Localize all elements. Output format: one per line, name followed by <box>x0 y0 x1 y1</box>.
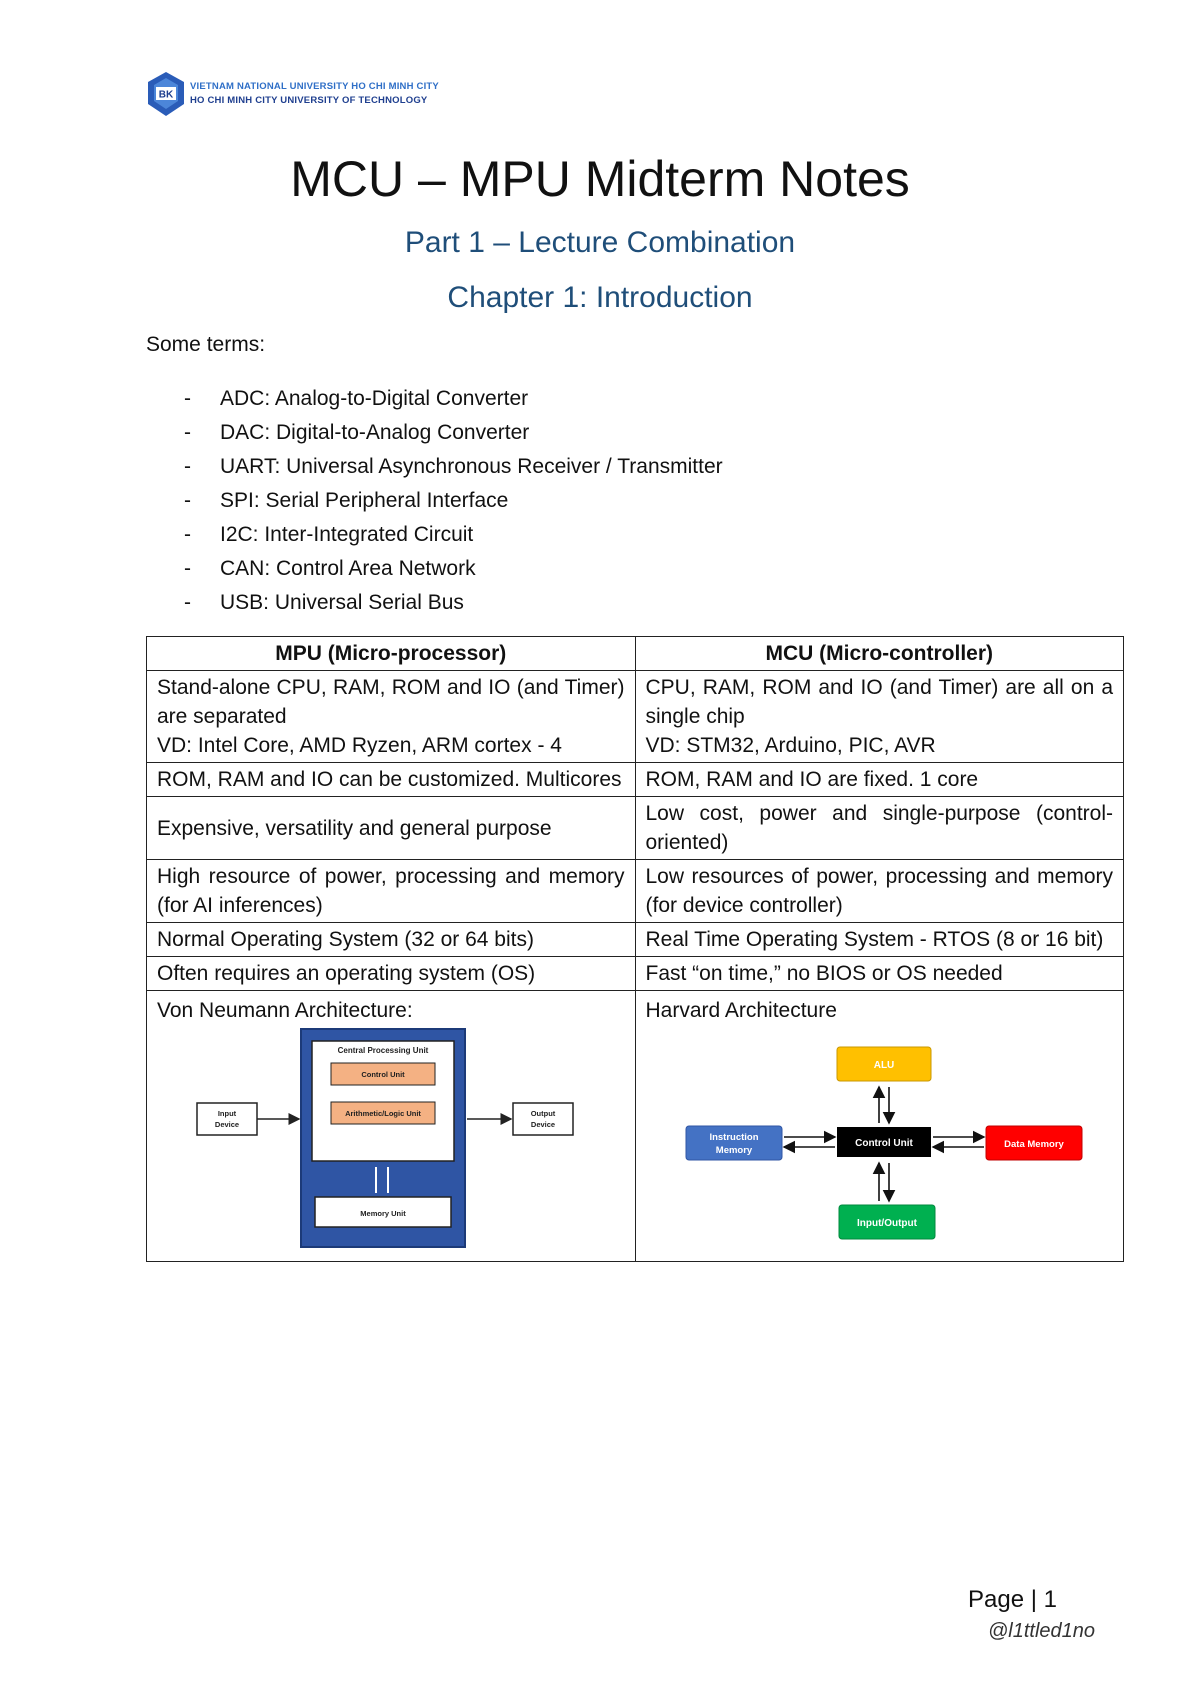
table-row <box>147 860 1124 923</box>
table-row <box>147 923 1124 957</box>
mpu-cell: Stand-alone CPU, RAM, ROM and IO (and Timer) are separated VD: Intel Core, AMD Ryzen, ARM cortex - 4 <box>147 671 636 763</box>
terms-label: Some terms: <box>146 333 266 356</box>
alu-label: Arithmetic/Logic Unit <box>345 1108 421 1118</box>
mcu-cell: ROM, RAM and IO are fixed. 1 core <box>635 763 1124 797</box>
author-handle: @l1ttled1no <box>988 1620 1096 1642</box>
mpu-cell: ROM, RAM and IO can be customized. Multicores <box>147 763 636 797</box>
list-item: - DAC: Digital-to-Analog Converter <box>146 416 723 450</box>
table-row <box>147 671 1124 763</box>
mcu-cell: Low resources of power, processing and memory (for device controller) <box>635 860 1124 923</box>
comparison-table <box>146 636 1124 1262</box>
part-title: Part 1 – Lecture Combination <box>404 226 796 259</box>
input-device-label-2: Device <box>214 1119 240 1129</box>
bullet-dash: - <box>184 455 191 478</box>
list-item: - ADC: Analog-to-Digital Converter <box>146 382 723 416</box>
bullet-dash: - <box>184 421 191 444</box>
bullet-dash: - <box>184 387 191 410</box>
output-device-label-2: Device <box>530 1119 556 1129</box>
instruction-memory-label-1: Instruction <box>708 1131 759 1143</box>
table-row <box>147 991 1124 1262</box>
list-item: - USB: Universal Serial Bus <box>146 586 723 620</box>
mcu-cell: Fast “on time,” no BIOS or OS needed <box>635 957 1124 991</box>
von-neumann-diagram <box>157 1025 623 1257</box>
data-memory-label: Data Memory <box>1003 1138 1064 1150</box>
io-label: Input/Output <box>856 1217 917 1229</box>
cpu-label: Central Processing Unit <box>337 1045 429 1055</box>
mcu-cell: Real Time Operating System - RTOS (8 or 16 bit) <box>635 923 1124 957</box>
chapter-title: Chapter 1: Introduction <box>447 281 753 314</box>
bullet-dash: - <box>184 557 191 580</box>
table-row <box>147 797 1124 860</box>
mcu-diagram-cell <box>635 991 1124 1262</box>
control-unit-label: Control Unit <box>361 1069 405 1079</box>
input-device-label-1: Input <box>217 1108 237 1118</box>
output-device-label-1: Output <box>530 1108 556 1118</box>
header-mcu: MCU (Micro-controller) <box>635 637 1124 671</box>
mpu-diagram-cell <box>147 991 636 1262</box>
harvard-label: Harvard Architecture <box>645 998 837 1022</box>
bullet-dash: - <box>184 591 191 614</box>
input-device-box <box>197 1103 257 1135</box>
bullet-dash: - <box>184 489 191 512</box>
list-item: - SPI: Serial Peripheral Interface <box>146 484 723 518</box>
output-device-box <box>513 1103 573 1135</box>
mpu-cell: Expensive, versatility and general purpose <box>147 797 636 860</box>
cpu-box <box>312 1041 454 1161</box>
list-item: - I2C: Inter-Integrated Circuit <box>146 518 723 552</box>
von-neumann-label: Von Neumann Architecture: <box>157 998 413 1022</box>
bk-logo-icon <box>146 70 186 118</box>
university-logo <box>146 70 446 120</box>
mpu-cell: High resource of power, processing and memory (for AI inferences) <box>147 860 636 923</box>
memory-unit-label: Memory Unit <box>360 1208 406 1218</box>
harvard-diagram <box>646 1025 1112 1257</box>
instruction-memory-label-2: Memory <box>715 1144 752 1156</box>
harvard-control-unit-label: Control Unit <box>854 1137 913 1149</box>
mcu-cell: Low cost, power and single-purpose (control-oriented) <box>635 797 1124 860</box>
mpu-cell: Often requires an operating system (OS) <box>147 957 636 991</box>
mcu-cell: CPU, RAM, ROM and IO (and Timer) are all on a single chip VD: STM32, Arduino, PIC, AVR <box>635 671 1124 763</box>
page-number: Page | 1 <box>968 1586 1057 1613</box>
list-item: - CAN: Control Area Network <box>146 552 723 586</box>
terms-list <box>146 382 723 620</box>
table-row <box>147 763 1124 797</box>
harvard-alu-label: ALU <box>873 1059 894 1071</box>
header-mpu: MPU (Micro-processor) <box>147 637 636 671</box>
table-header-row <box>147 637 1124 671</box>
bullet-dash: - <box>184 523 191 546</box>
list-item: - UART: Universal Asynchronous Receiver / Transmitter <box>146 450 723 484</box>
logo-badge-text: BK <box>158 89 174 101</box>
mpu-cell: Normal Operating System (32 or 64 bits) <box>147 923 636 957</box>
university-line-1: VIETNAM NATIONAL UNIVERSITY HO CHI MINH CITY <box>190 81 439 92</box>
table-row <box>147 957 1124 991</box>
page-title: MCU – MPU Midterm Notes <box>290 151 910 207</box>
university-line-2: HO CHI MINH CITY UNIVERSITY OF TECHNOLOGY <box>190 95 428 106</box>
